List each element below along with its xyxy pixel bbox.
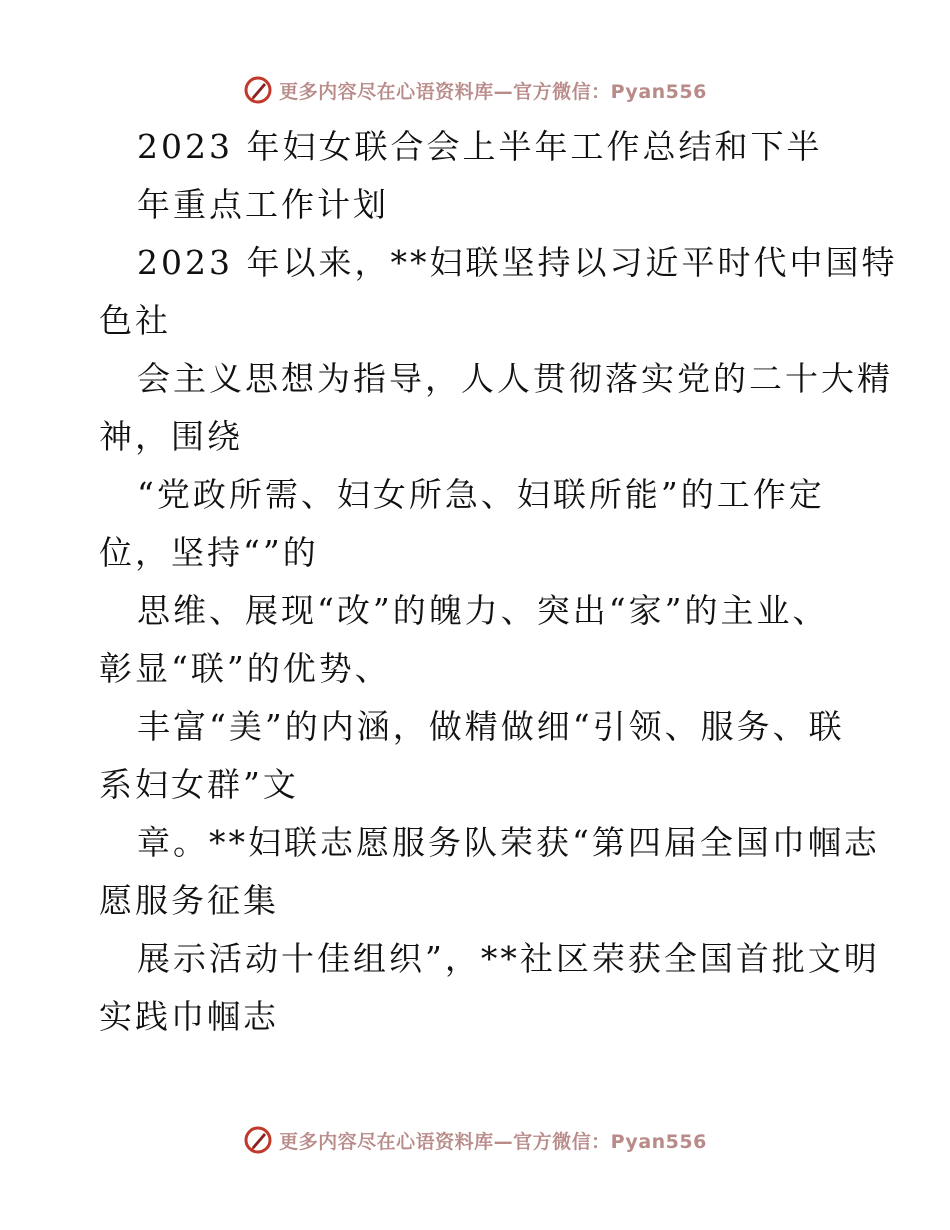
footer-banner — [0, 1120, 950, 1160]
paragraph-line: 愿服务征集 — [99, 881, 279, 920]
pen-circle-logo-icon — [243, 75, 273, 105]
footer-banner-text: 更多内容尽在心语资料库—官方微信：Pyan556 — [279, 1130, 707, 1153]
paragraph-line: “党政所需、妇女所急、妇联所能”的工作定 — [137, 475, 825, 514]
paragraph-line: 色社 — [99, 301, 171, 340]
paragraph-line: 系妇女群”文 — [99, 765, 299, 804]
header-banner-text: 更多内容尽在心语资料库—官方微信：Pyan556 — [279, 80, 707, 103]
paragraph-line: 思维、展现“改”的魄力、突出“家”的主业、 — [137, 591, 829, 630]
paragraph-line: 彰显“联”的优势、 — [99, 649, 391, 688]
document-title-line-2: 年重点工作计划 — [137, 185, 389, 224]
document-title-line-1: 2023 年妇女联合会上半年工作总结和下半 — [137, 127, 823, 166]
paragraph-line: 实践巾帼志 — [99, 997, 279, 1036]
paragraph-line: 神，围绕 — [99, 417, 243, 456]
paragraph-line: 会主义思想为指导，人人贯彻落实党的二十大精 — [137, 359, 893, 398]
paragraph-line: 2023 年以来，**妇联坚持以习近平时代中国特 — [137, 243, 898, 282]
header-banner — [0, 70, 950, 110]
paragraph-line: 展示活动十佳组织”，**社区荣获全国首批文明 — [137, 939, 880, 978]
paragraph-line: 章。**妇联志愿服务队荣获“第四届全国巾帼志 — [137, 823, 880, 862]
pen-circle-logo-icon — [243, 1125, 273, 1155]
paragraph-line: 位，坚持“”的 — [99, 533, 319, 572]
paragraph-line: 丰富“美”的内涵，做精做细“引领、服务、联 — [137, 707, 845, 746]
